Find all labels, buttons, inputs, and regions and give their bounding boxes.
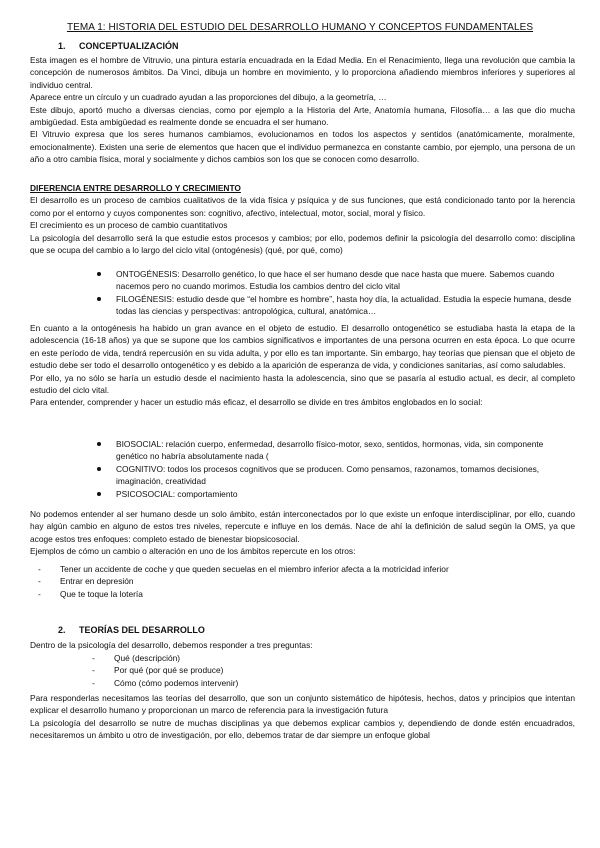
bullet-icon	[97, 442, 101, 446]
paragraph: No podemos entender al ser humano desde un solo ámbito, están interconectados por lo que existe un enfoque interdisciplinar, por ello, cuando hay algún cambio en alguno de estos tres niveles, repercute e influye en los demás. Nace de ahí la definición de salud según la OMS, ya que acoge estos tres enfoques: completo estado de bienestar biopsicosocial.	[30, 509, 575, 544]
paragraph: La psicología del desarrollo se nutre de muchas disciplinas ya que debemos explicar cambios y, dependiendo de donde estén encuadrados, necesitaremos un ámbito u otro de investigación, por ello, debemos tratar de dar siempre un enfoque global	[30, 717, 575, 741]
document-title: TEMA 1: HISTORIA DEL ESTUDIO DEL DESARROLLO HUMANO Y CONCEPTOS FUNDAMENTALES	[66, 22, 534, 33]
bullet-icon	[97, 272, 101, 276]
paragraph: Para entender, comprender y hacer un estudio más eficaz, el desarrollo se divide en tres ámbitos englobados en lo social:	[30, 397, 483, 408]
paragraph: Dentro de la psicología del desarrollo, debemos responder a tres preguntas:	[30, 640, 313, 650]
list-item: ONTOGÉNESIS: Desarrollo genético, lo que hace el ser humano desde que nace hasta que muere. Sabemos cuando nacemos pero no cuando morimos. Estudia los cambios dentro del ciclo vital	[30, 268, 575, 293]
list-item: COGNITIVO: todos los procesos cognitivos que se producen. Como pensamos, razonamos, tomamos decisiones, imaginación, creatividad	[30, 463, 575, 488]
section-2-paragraphs	[30, 692, 575, 742]
list-item: - Entrar en depresión	[38, 576, 134, 587]
list-item: FILOGÉNESIS: estudio desde que “el hombre es hombre”, hasta hoy día, la actualidad. Estudia la especie humana, desde todas las ciencias y perspectivas: antropológica, cultural, anatómica…	[30, 293, 575, 318]
paragraph: En cuanto a la ontogénesis ha habido un gran avance en el objeto de estudio. El desarrollo ontogenético se estudiaba hasta la etapa de la adolescencia (16-18 años) ya que se supone que los cambios significativos e importantes de una persona ocurren en esta época. Lo que ocurre en este período de vida, tendrá repercusión en su vida adulta, y por ello es tan importante. Sin embargo, hay teorías que piensan que el objeto de estudio debe ser todo el desarrollo ontogenético y es debido a la aparición de esperanza de vida, y condiciones sanitarias, así como saludables.	[30, 323, 575, 371]
development-vs-growth	[30, 182, 575, 256]
subheading-diferencia: DIFERENCIA ENTRE DESARROLLO Y CRECIMIENTO	[30, 183, 241, 193]
paragraph: El Vitruvio expresa que los seres humanos cambiamos, evolucionamos en todos los aspectos y sentidos (anatómicamente, moralmente, emocionalmente). Existen una serie de elementos que hacen que el individuo permanezca en constante cambio, por ejemplo, una persona de un año a otro cambia física, moral y socialmente y dichos cambios son los que se conocen como desarrollo.	[30, 129, 575, 165]
bullet-icon	[97, 297, 101, 301]
section-2-intro	[30, 639, 575, 651]
paragraph: Ejemplos de cómo un cambio o alteración en uno de los ámbitos repercute en los otros:	[30, 546, 356, 557]
list-item: - Que te toque la lotería	[38, 588, 143, 599]
section-1-heading	[58, 40, 179, 52]
paragraph: Para responderlas necesitamos las teorías del desarrollo, que son un conjunto sistemático de hipótesis, hechos, datos y principios que intentan explicar el desarrollo humano y proporcionan un marco de referencia para la investigación futura	[30, 693, 575, 716]
paragraph: La psicología del desarrollo será la que estudie estos procesos y cambios; por ello, podemos definir la psicología del desarrollo como: disciplina que se ocupa del cambio a lo largo del ciclo vital (ontogénesis) (qué, por qué, como)	[30, 232, 575, 256]
paragraph: Aparece entre un círculo y un cuadrado ayudan a las proporciones del dibujo, a la geometría, …	[30, 92, 387, 103]
questions-list	[30, 652, 575, 689]
paragraph: El crecimiento es un proceso de cambio cuantitativos	[30, 220, 228, 231]
paragraph: El desarrollo es un proceso de cambios cualitativos de la vida física y psíquica y de sus funciones, que está condicionado tanto por la herencia como por el entorno y cuyos componentes son: cognitivo, afectivo, intelectual, motor, social, moral y físico.	[30, 195, 575, 218]
paragraph: Por ello, ya no sólo se haría un estudio desde el nacimiento hasta la adolescencia, sino que se pasaría al estudio actual, es decir, al completo estudio del ciclo vital.	[30, 372, 575, 396]
list-item: - Qué (descripción)	[92, 653, 181, 663]
paragraph: Este dibujo, aportó mucho a diversas ciencias, como por ejemplo a la Historia del Arte, Anatomía humana, Filosofía… a las que dio mucha ambigüedad. Esta ambigüedad es realmente donde se encuadra el ser humano.	[30, 104, 575, 128]
examples-list	[30, 563, 575, 600]
bullet-icon	[97, 492, 101, 496]
ontogenesis-paragraphs	[30, 322, 575, 409]
section-2-heading	[58, 624, 205, 636]
three-domains-list	[30, 438, 575, 500]
list-item: - Tener un accidente de coche y que queden secuelas en el miembro inferior afecta a la motricidad inferior	[38, 564, 449, 574]
section-2-title: TEORÍAS DEL DESARROLLO	[79, 625, 205, 635]
bullet-icon	[97, 467, 101, 471]
section-1-title: CONCEPTUALIZACIÓN	[79, 41, 179, 51]
list-item: BIOSOCIAL: relación cuerpo, enfermedad, desarrollo físico-motor, sexo, sentidos, hormonas, vida, sin componente genético no habría absolutamente nada (	[30, 438, 575, 463]
section-1-intro	[30, 54, 575, 166]
list-item: - Por qué (por qué se produce)	[92, 665, 224, 676]
section-1-number: 1.	[58, 41, 66, 51]
interdisciplinary-paragraphs	[30, 508, 575, 558]
paragraph: Esta imagen es el hombre de Vitruvio, una pintura estaría encuadrada en la Edad Media. En el Renacimiento, llega una revolución que cambia la concepción de numerosos ámbitos. Da Vinci, dibuja un hombre en movimiento, y lo proporciona añadiendo miembros inferiores y superiores al individuo central.	[30, 55, 575, 90]
section-2-number: 2.	[58, 625, 66, 635]
list-item: PSICOSOCIAL: comportamiento	[30, 488, 575, 500]
ontogenesis-filogenesis-list	[30, 268, 575, 318]
list-item: - Cómo (cómo podemos intervenir)	[92, 677, 239, 688]
